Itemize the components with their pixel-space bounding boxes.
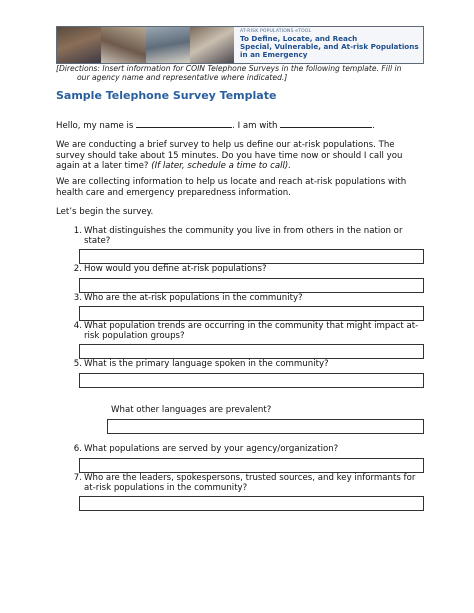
intro-paragraph-3: Let’s begin the survey. (56, 207, 154, 217)
intro-p1-text: We are conducting a brief survey to help us define our at-risk populations. The survey should take about 15 minutes. Do you have time now or should I call you again at a later time? (56, 140, 403, 172)
header-banner (56, 26, 424, 64)
answer-field-7[interactable] (79, 496, 424, 511)
question-number: 6. (73, 444, 82, 454)
question-number: 5. (73, 359, 82, 369)
answer-field-5b[interactable] (107, 419, 424, 434)
question-number: 2. (73, 264, 82, 274)
photo-4 (190, 27, 234, 63)
question-text: Who are the leaders, spokespersons, trusted sources, and key informants for at-risk populations in the community? (84, 473, 416, 494)
hello-end: . (372, 121, 375, 131)
question-number: 4. (73, 321, 82, 331)
question-text: What populations are served by your agency/organization? (84, 444, 339, 454)
photo-3 (146, 27, 190, 63)
question-text: How would you define at-risk populations? (84, 264, 267, 274)
photo-2 (101, 27, 145, 63)
intro-hello (56, 119, 426, 132)
name-blank[interactable] (136, 119, 232, 128)
banner-title-line-3: in an Emergency (240, 50, 308, 60)
hello-text: Hello, my name is (56, 121, 134, 131)
banner-text (234, 27, 423, 63)
question-text: Who are the at-risk populations in the community? (84, 293, 303, 303)
banner-kicker: AT-RISK POPULATIONS eTOOL (240, 29, 312, 34)
directions-line-2: our agency name and representative where indicated.] (77, 73, 288, 83)
answer-field-3[interactable] (79, 306, 424, 321)
photo-strip (57, 27, 234, 63)
question-number: 3. (73, 293, 82, 303)
page-title: Sample Telephone Survey Template (56, 89, 277, 102)
intro-p1-italic: (If later, schedule a time to call). (151, 161, 291, 172)
banner-title-line-2: Special, Vulnerable, and At-risk Populations (240, 42, 419, 52)
question-number: 7. (73, 473, 82, 483)
hello-sep: . I am with (232, 121, 278, 131)
directions-line-1: [Directions: Insert information for COIN Telephone Surveys in the following template. Fill in (56, 64, 402, 73)
answer-field-5[interactable] (79, 373, 424, 388)
subquestion-languages: What other languages are prevalent? (111, 405, 272, 415)
intro-paragraph-2: We are collecting information to help us locate and reach at-risk populations with health care and emergency preparedness information. (56, 177, 407, 198)
answer-field-4[interactable] (79, 344, 424, 359)
question-number: 1. (73, 226, 82, 236)
question-text: What distinguishes the community you live in from others in the nation or state? (84, 226, 403, 247)
directions-note (56, 64, 426, 83)
question-text: What is the primary language spoken in the community? (84, 359, 329, 369)
question-text: What population trends are occurring in the community that might impact at-risk population groups? (84, 321, 419, 342)
answer-field-1[interactable] (79, 249, 424, 264)
photo-1 (57, 27, 101, 63)
answer-field-6[interactable] (79, 458, 424, 473)
banner-title-line-1: To Define, Locate, and Reach (240, 34, 358, 43)
answer-field-2[interactable] (79, 278, 424, 293)
intro-paragraph-1 (56, 140, 426, 172)
agency-blank[interactable] (280, 119, 372, 128)
